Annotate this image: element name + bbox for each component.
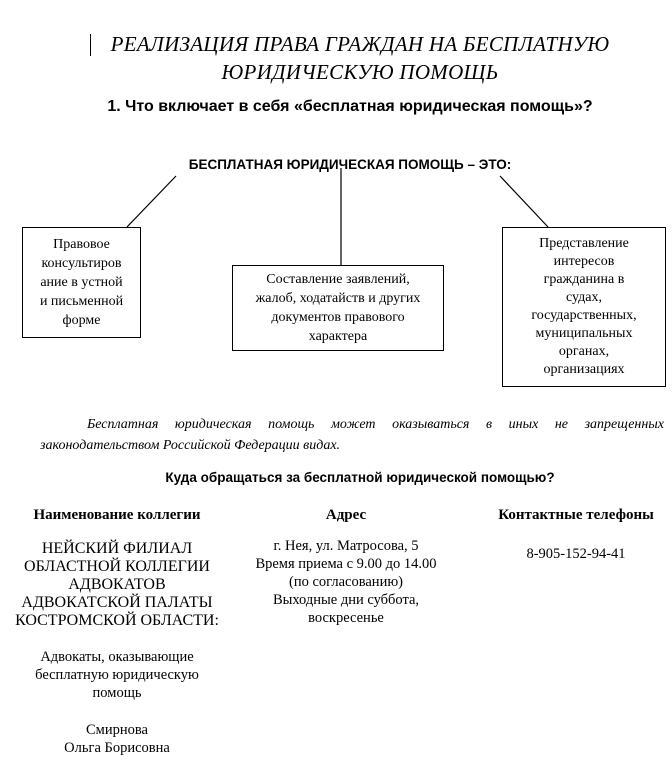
box-center-line: Составление заявлений,: [266, 272, 410, 287]
contacts-heading: Куда обращаться за бесплатной юридической помощью?: [165, 470, 555, 485]
box-right-line: интересов: [553, 254, 615, 269]
box-right-line: Представление: [539, 236, 629, 251]
diagram-title: БЕСПЛАТНАЯ ЮРИДИЧЕСКАЯ ПОМОЩЬ – ЭТО:: [188, 157, 512, 172]
box-document-drafting: [232, 265, 444, 351]
title-line-2: ЮРИДИЧЕСКУЮ ПОМОЩЬ: [221, 60, 499, 84]
box-left-line: форме: [62, 313, 101, 328]
box-left-line: Правовое: [53, 237, 110, 252]
box-right-line: органах,: [558, 344, 610, 359]
box-representation: [502, 227, 666, 387]
lawyer-surname: Смирнова: [86, 722, 148, 738]
box-right-line: государственных,: [531, 308, 637, 323]
box-center-line: жалоб, ходатайств и других: [255, 291, 421, 306]
column-header-address: Адрес: [325, 507, 367, 523]
address-block: [232, 537, 460, 627]
organization-name: [2, 540, 232, 630]
org-name-line: ОБЛАСТНОЙ КОЛЛЕГИИ: [24, 558, 210, 575]
org-note-line: бесплатную юридическую: [35, 667, 199, 683]
box-center-text: [256, 270, 421, 346]
box-left-line: консультиров: [41, 256, 122, 271]
box-left-line: ание в устной: [40, 275, 123, 290]
address-line: воскресенье: [308, 610, 384, 626]
box-legal-consulting: [22, 227, 141, 338]
lawyer-name: [2, 721, 232, 757]
phone-number: 8-905-152-94-41: [526, 546, 626, 562]
address-line: (по согласованию): [289, 574, 403, 590]
connector-right: [500, 176, 548, 227]
box-center-line: характера: [308, 329, 368, 344]
lawyer-given-name: Ольга Борисовна: [64, 740, 170, 756]
org-name-line: НЕЙСКИЙ ФИЛИАЛ: [41, 540, 193, 557]
address-line: г. Нея, ул. Матросова, 5: [273, 538, 419, 554]
info-paragraph: Бесплатная юридическая помощь может оказываться в иных не запрещенных законодательством Российской Федерации видах.: [40, 417, 664, 453]
section-question: 1. Что включает в себя «бесплатная юридическая помощь»?: [107, 98, 593, 115]
box-right-text: [531, 235, 636, 379]
column-header-name: Наименование коллегии: [33, 507, 201, 523]
box-left-line: и письменной: [39, 294, 124, 309]
org-name-line: АДВОКАТОВ: [68, 576, 166, 593]
box-center-line: документов правового: [271, 310, 405, 325]
title-line-1: РЕАЛИЗАЦИЯ ПРАВА ГРАЖДАН НА БЕСПЛАТНУЮ: [110, 32, 610, 56]
box-right-line: организациях: [543, 362, 625, 377]
box-right-line: судах,: [566, 290, 602, 305]
connector-left: [127, 176, 176, 227]
organization-note: [2, 648, 232, 702]
address-line: Выходные дни суббота,: [272, 592, 420, 608]
box-right-line: гражданина в: [543, 272, 625, 287]
address-line: Время приема с 9.00 до 14.00: [255, 556, 437, 572]
box-right-line: муниципальных: [535, 326, 633, 341]
org-name-line: КОСТРОМСКОЙ ОБЛАСТИ:: [15, 612, 219, 629]
org-name-line: АДВОКАТСКОЙ ПАЛАТЫ: [21, 594, 213, 611]
org-note-line: Адвокаты, оказывающие: [40, 649, 194, 665]
box-left-text: [40, 235, 123, 330]
org-note-line: помощь: [92, 685, 142, 701]
column-header-phone: Контактные телефоны: [498, 507, 654, 523]
